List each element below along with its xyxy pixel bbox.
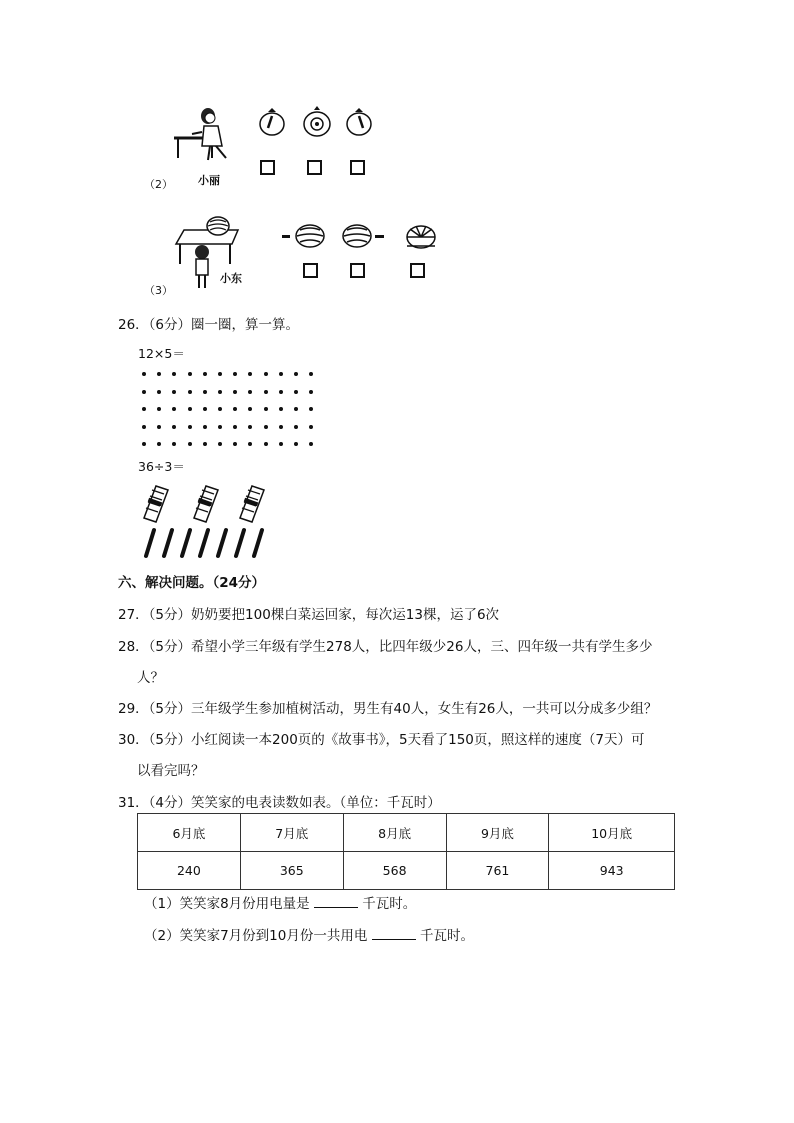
q31-sub-1-suffix: 千瓦时。 [362,896,417,912]
answer-box[interactable] [307,160,322,175]
dot [142,372,146,376]
dot [279,407,283,411]
girl-at-desk-illustration [170,104,240,162]
question-30-line-2: 以看完吗？ [137,763,205,779]
teapot-other-side-icon [343,106,375,138]
dot [264,407,268,411]
question-31: 31．（4分）笑笑家的电表读数如表。（单位：千瓦时） [118,795,441,811]
answer-box[interactable] [350,263,365,278]
q31-sub-2-prefix: （2）笑笑家7月份到10月份一共用电 [144,928,368,944]
table-header-cell: 7月底 [240,814,343,852]
dot [248,390,252,394]
table-header-cell: 6月底 [138,814,241,852]
dot [157,442,161,446]
dot [248,372,252,376]
stick-bundle-icon [144,486,168,522]
question-30-line-1: 30．（5分）小红阅读一本200页的《故事书》，5天看了150页，照这样的速度（7天）可 [118,732,645,748]
dot [142,407,146,411]
girl-name-label: 小丽 [198,174,220,187]
stick-bundle-icon [240,486,264,522]
dot [142,425,146,429]
table-cell: 943 [549,852,675,890]
table-cell: 365 [240,852,343,890]
dot [218,372,222,376]
q26-expression-1: 12×5＝ [138,346,185,361]
dot [157,425,161,429]
dot [309,407,313,411]
dot [248,407,252,411]
dot [279,425,283,429]
dot [309,372,313,376]
dot [279,372,283,376]
dot [157,407,161,411]
dot [172,407,176,411]
dot [218,425,222,429]
dot [233,372,237,376]
dot [203,372,207,376]
dot [233,407,237,411]
dot [264,372,268,376]
table-row [138,852,675,890]
question-28-line-2: 人？ [137,670,164,686]
dot [188,425,192,429]
teapot-top-view-icon [300,104,334,140]
dot [157,372,161,376]
dot [142,390,146,394]
question-29: 29．（5分）三年级学生参加植树活动，男生有40人，女生有26人，一共可以分成多少组？ [118,701,658,717]
dot [203,390,207,394]
teapot-side-view-icon [256,106,288,138]
q31-sub-2 [144,924,474,944]
dot [188,442,192,446]
question-27: 27．（5分）奶奶要把100棵白菜运回家，每次运13棵，运了6次 [118,607,500,623]
dot [279,390,283,394]
watermelon-striped-icon [341,222,387,250]
q26-expression-2: 36÷3＝ [138,459,185,474]
sticks-bundles-illustration [134,482,274,560]
watermelon-striped-icon [282,222,328,250]
stick-bundle-icon [194,486,218,522]
table-header-row [138,814,675,852]
table-header-cell: 9月底 [446,814,549,852]
dot [203,425,207,429]
part2-label: （2） [144,178,173,191]
q31-sub-1-prefix: （1）笑笑家8月份用电量是 [144,896,310,912]
table-cell: 240 [138,852,241,890]
answer-box[interactable] [410,263,425,278]
watermelon-top-view-icon [404,220,438,250]
answer-blank[interactable] [314,894,358,908]
section-6-title: 六、解决问题。（24分） [118,575,266,591]
q26-header: 26．（6分）圈一圈，算一算。 [118,317,300,333]
electricity-meter-table [137,813,675,890]
dot [279,442,283,446]
dot [248,425,252,429]
dot [309,390,313,394]
answer-blank[interactable] [372,926,416,940]
dot [172,390,176,394]
q31-sub-1 [144,892,416,912]
part3-label: （3） [144,284,173,297]
single-sticks [146,530,262,556]
dot [188,372,192,376]
dot [172,372,176,376]
dot [142,442,146,446]
dot [203,442,207,446]
dot [264,425,268,429]
dot [309,425,313,429]
answer-box[interactable] [303,263,318,278]
table-header-cell: 8月底 [343,814,446,852]
dot [233,425,237,429]
dot [188,407,192,411]
dot [294,407,298,411]
dot [294,425,298,429]
dot [233,442,237,446]
q31-sub-2-suffix: 千瓦时。 [419,928,474,944]
dot [172,425,176,429]
dot [203,407,207,411]
boy-name-label: 小东 [220,272,242,285]
dot [172,442,176,446]
dot [233,390,237,394]
dot [294,390,298,394]
answer-box[interactable] [260,160,275,175]
question-28-line-1: 28．（5分）希望小学三年级有学生278人，比四年级少26人，三、四年级一共有学生多少 [118,639,653,655]
dot [248,442,252,446]
dot [188,390,192,394]
dot [218,407,222,411]
table-cell: 568 [343,852,446,890]
dot [309,442,313,446]
dot [264,442,268,446]
dot [294,372,298,376]
dot [157,390,161,394]
table-cell: 761 [446,852,549,890]
table-header-cell: 10月底 [549,814,675,852]
dot [294,442,298,446]
dot [218,390,222,394]
dot [264,390,268,394]
answer-box[interactable] [350,160,365,175]
dot [218,442,222,446]
